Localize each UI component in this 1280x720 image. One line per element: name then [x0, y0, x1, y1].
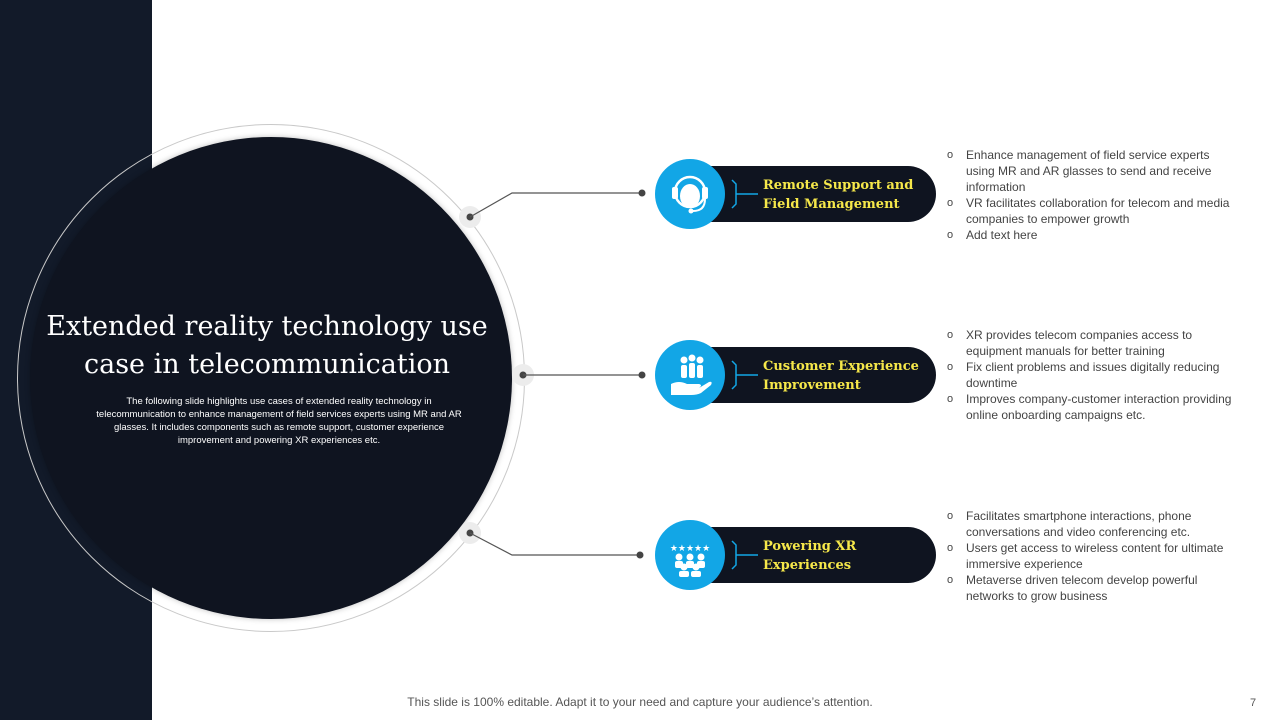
bracket-accent: [726, 166, 766, 222]
use-case-card-remote-support: [706, 166, 936, 222]
list-item: o Fix client problems and issues digitally reducing downtime: [944, 359, 1234, 391]
headset-icon: [655, 159, 725, 229]
bullet-list-customer-experience: [944, 327, 1234, 423]
page-number: 7: [1250, 697, 1257, 709]
use-case-title: Customer Experience Improvement: [763, 359, 919, 393]
list-item: o Facilitates smartphone interactions, phone conversations and video conferencing etc.: [944, 508, 1234, 540]
list-item: o Users get access to wireless content for ultimate immersive experience: [944, 540, 1234, 572]
list-item: o Enhance management of field service experts using MR and AR glasses to send and receive information: [944, 147, 1234, 195]
list-item: o Metaverse driven telecom develop powerful networks to grow business: [944, 572, 1234, 604]
list-item: o Improves company-customer interaction providing online onboarding campaigns etc.: [944, 391, 1234, 423]
bracket-accent: [726, 347, 766, 403]
bullet-list-remote-support: [944, 147, 1234, 243]
hand-people-icon: [655, 340, 725, 410]
bracket-accent: [726, 527, 766, 583]
slide-description: The following slide highlights use cases of extended reality technology in telecommunication to enhance management of field services experts using MR and AR glasses. It includes components such as remote support, customer experience improvement and powering XR experiences etc.: [96, 396, 462, 446]
list-item: o Add text here: [944, 227, 1234, 243]
slide-title: Extended reality technology use case in telecommunication: [46, 311, 488, 380]
list-item: o VR facilitates collaboration for telecom and media companies to empower growth: [944, 195, 1234, 227]
connector-end-1: [639, 190, 646, 197]
footer-note: This slide is 100% editable. Adapt it to your need and capture your audience’s attention.: [407, 695, 873, 709]
svg-text:★★★★★: ★★★★★: [669, 544, 711, 554]
use-case-title: Remote Support and Field Management: [763, 178, 914, 212]
connector-line-1: [470, 193, 642, 217]
bullet-list-powering-xr: [944, 508, 1234, 604]
connector-end-2: [639, 372, 646, 379]
connector-end-3: [637, 552, 644, 559]
use-case-card-customer-experience: [706, 347, 936, 403]
list-item: o XR provides telecom companies access to equipment manuals for better training: [944, 327, 1234, 359]
use-case-title: Powering XR Experiences: [763, 539, 857, 573]
use-case-card-powering-xr: [706, 527, 936, 583]
connector-line-3: [470, 533, 640, 555]
star-audience-icon: [655, 520, 725, 590]
